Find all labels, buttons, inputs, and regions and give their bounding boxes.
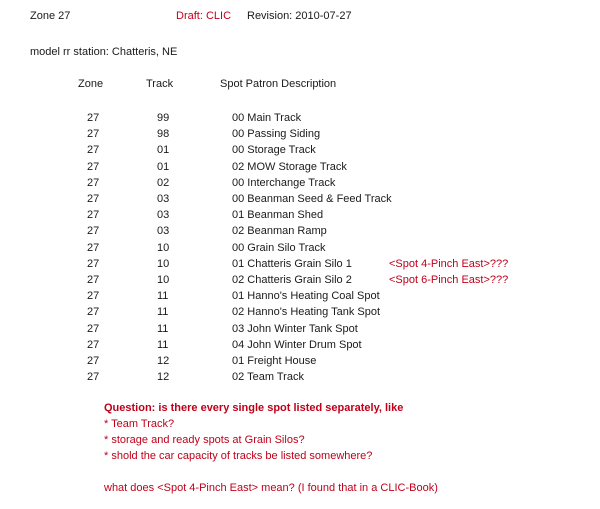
zone-cell: 27 (87, 371, 100, 384)
zone-cell: 27 (87, 176, 100, 189)
table-row (0, 306, 600, 322)
spot-description-cell: 00 Beanman Seed & Feed Track (232, 193, 392, 205)
table-row (0, 290, 600, 306)
revision-label: Revision: 2010-07-27 (247, 10, 352, 22)
table-row (0, 128, 600, 144)
column-header-spot: Spot Patron Description (220, 78, 337, 90)
track-cell: 10 (157, 257, 170, 270)
question-item: * storage and ready spots at Grain Silos? (104, 434, 305, 446)
track-cell: 02 (157, 176, 170, 189)
table-row (0, 323, 600, 339)
column-header-zone: Zone (78, 78, 104, 90)
spot-description-cell: 02 Chatteris Grain Silo 2 (232, 274, 352, 286)
table-row (0, 258, 600, 274)
zone-cell: 27 (87, 306, 100, 319)
zone-cell: 27 (87, 338, 100, 351)
track-cell: 03 (157, 209, 170, 222)
spot-description-cell: 03 John Winter Tank Spot (232, 322, 358, 335)
track-cell: 12 (157, 355, 170, 367)
spot-description-cell: 01 Chatteris Grain Silo 1 (232, 257, 352, 270)
track-cell: 12 (157, 371, 170, 384)
zone-cell: 27 (87, 241, 100, 254)
spot-note-cell: <Spot 6-Pinch East>??? (389, 274, 509, 286)
track-cell: 10 (157, 241, 170, 254)
spot-description-cell: 01 Beanman Shed (232, 209, 324, 222)
table-row (0, 161, 600, 177)
zone-cell: 27 (87, 144, 100, 157)
track-cell: 11 (157, 322, 169, 335)
spot-description-cell: 02 Beanman Ramp (232, 225, 327, 238)
spot-description-cell: 02 Team Track (232, 371, 304, 384)
spot-description-cell: 00 Grain Silo Track (232, 241, 326, 254)
zone-cell: 27 (87, 225, 100, 238)
zone-cell: 27 (87, 322, 100, 335)
zone-cell: 27 (87, 128, 100, 141)
zone-cell: 27 (87, 209, 100, 222)
table-row (0, 225, 600, 241)
zone-cell: 27 (87, 274, 100, 286)
table-row (0, 274, 600, 290)
zone-cell: 27 (87, 257, 100, 270)
spot-description-cell: 01 Hanno's Heating Coal Spot (232, 290, 380, 303)
zone-cell: 27 (87, 290, 100, 303)
track-cell: 11 (157, 338, 169, 351)
spot-description-cell: 04 John Winter Drum Spot (232, 338, 362, 351)
column-header-track: Track (146, 78, 174, 90)
track-cell: 98 (157, 128, 170, 141)
question-heading: Question: is there every single spot listed separately, like (104, 402, 404, 414)
track-cell: 01 (157, 144, 170, 157)
track-cell: 11 (157, 290, 169, 303)
track-cell: 01 (157, 160, 170, 173)
track-cell: 03 (157, 193, 170, 205)
spot-description-cell: 02 Hanno's Heating Tank Spot (232, 306, 381, 319)
track-cell: 11 (157, 306, 169, 319)
question-footer: what does <Spot 4-Pinch East> mean? (I found that in a CLIC-Book) (104, 482, 438, 494)
track-cell: 10 (157, 274, 170, 286)
table-row (0, 112, 600, 128)
spot-description-cell: 00 Main Track (232, 112, 302, 124)
spot-description-cell: 00 Passing Siding (232, 128, 321, 141)
zone-cell: 27 (87, 193, 100, 205)
spot-description-cell: 02 MOW Storage Track (232, 160, 347, 173)
zone-cell: 27 (87, 355, 100, 367)
question-item: * shold the car capacity of tracks be listed somewhere? (104, 450, 373, 462)
table-row (0, 242, 600, 258)
table-row (0, 144, 600, 160)
zone-title: Zone 27 (30, 10, 71, 22)
draft-label: Draft: CLIC (176, 10, 232, 22)
spot-description-cell: 01 Freight House (232, 355, 317, 367)
table-row (0, 355, 600, 371)
table-row (0, 193, 600, 209)
track-cell: 03 (157, 225, 170, 238)
station-title: model rr station: Chatteris, NE (30, 46, 178, 58)
zone-cell: 27 (87, 160, 100, 173)
table-row (0, 177, 600, 193)
table-row (0, 209, 600, 225)
zone-cell: 27 (87, 112, 100, 124)
table-row (0, 371, 600, 387)
spot-note-cell: <Spot 4-Pinch East>??? (389, 257, 509, 270)
spot-description-cell: 00 Interchange Track (232, 176, 336, 189)
spot-description-cell: 00 Storage Track (232, 144, 316, 157)
question-item: * Team Track? (104, 418, 175, 430)
track-cell: 99 (157, 112, 170, 124)
table-row (0, 339, 600, 355)
